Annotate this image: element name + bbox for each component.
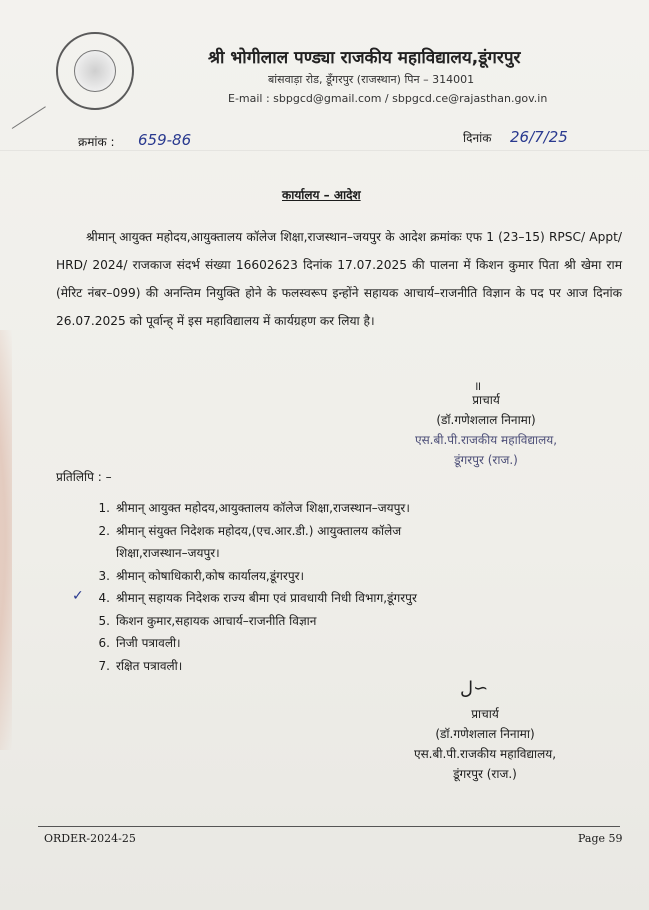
handwritten-tick-mark: ✓ [72, 588, 84, 604]
list-item: 7. रक्षित पत्रावली। [98, 658, 183, 673]
date-label: दिनांक [463, 131, 492, 145]
signature-block-2 [380, 704, 590, 784]
list-item: 3. श्रीमान् कोषाधिकारी,कोष कार्यालय,डूंगरपुर। [98, 568, 305, 583]
list-item: 6. निजी पत्रावली। [98, 636, 181, 650]
seal-emblem-icon [74, 50, 116, 92]
list-item: 1. श्रीमान् आयुक्त महोदय,आयुक्तालय कॉलेज शिक्षा,राजस्थान–जयपुर। [98, 501, 410, 515]
signatory-designation: प्राचार्य [471, 707, 499, 721]
footer-page-number: Page 59 [578, 832, 623, 845]
copy-to-label: प्रतिलिपि : – [56, 470, 112, 484]
list-item: 4. श्रीमान् सहायक निदेशक राज्य बीमा एवं प्रावधायी निधी विभाग,डूंगरपुर [98, 591, 417, 605]
footer-divider [38, 826, 620, 827]
date-value: 26/7/25 [510, 128, 568, 146]
reference-number-value: 659-86 [138, 131, 192, 149]
signatory-designation: प्राचार्य [472, 393, 500, 407]
pen-mark [12, 106, 46, 129]
college-email: E-mail : sbpgcd@gmail.com / sbpgcd.ce@rajasthan.gov.in [228, 92, 548, 105]
list-item-continuation: शिक्षा,राजस्थान–जयपुर। [116, 546, 220, 560]
footer-order-code: ORDER-2024-25 [44, 832, 136, 845]
signature-block-1 [396, 390, 576, 470]
college-name: श्री भोगीलाल पण्ड्या राजकीय महाविद्यालय,डूंगरपुर [208, 48, 521, 68]
signatory-name: (डॉ.गणेशलाल निनामा) [435, 727, 535, 741]
signatory-place: डूंगरपुर (राज.) [454, 453, 518, 467]
list-item: 2. श्रीमान् संयुक्त निदेशक महोदय,(एच.आर.डी.) आयुक्तालय कॉलेज [98, 523, 402, 538]
college-seal-logo [56, 32, 134, 110]
signature-initial-mark: ॥ [474, 379, 482, 393]
finger-shadow [0, 330, 12, 750]
signatory-place: डूंगरपुर (राज.) [453, 767, 517, 781]
signatory-institution: एस.बी.पी.राजकीय महाविद्यालय, [413, 747, 557, 761]
list-item: 5. किशन कुमार,सहायक आचार्य–राजनीति विज्ञान [98, 613, 317, 628]
reference-number-label: क्रमांक : [78, 135, 115, 149]
copy-to-list [86, 497, 417, 677]
order-heading: कार्यालय – आदेश [282, 188, 361, 202]
college-address: बांसवाड़ा रोड, डूँगरपुर (राजस्थान) पिन – 314001 [268, 73, 475, 86]
handwritten-signature-icon: ل∽ [460, 678, 489, 699]
signatory-institution: एस.बी.पी.राजकीय महाविद्यालय, [414, 433, 558, 447]
paper-fold [0, 150, 649, 151]
signatory-name: (डॉ.गणेशलाल निनामा) [436, 413, 536, 427]
order-body-paragraph: श्रीमान् आयुक्त महोदय,आयुक्तालय कॉलेज शिक्षा,राजस्थान–जयपुर के आदेश क्रमांकः एफ 1 (23–15) RPSC/ Appt/ HRD/ 2024/ राजकाज संदर्भ संख्या 16602623 दिनांक 17.07.2025 की पालना में किशन कुमार पिता श्री खेमा राम (मेरिट नंबर–099) की अनन्तिम नियुक्ति होने के फलस्वरूप इन्होंने सहायक आचार्य–राजनीति विज्ञान के पद पर आज दिनांक 26.07.2025 को पूर्वान्ह् में इस महाविद्यालय में कार्यग्रहण कर लिया है। [56, 230, 622, 328]
